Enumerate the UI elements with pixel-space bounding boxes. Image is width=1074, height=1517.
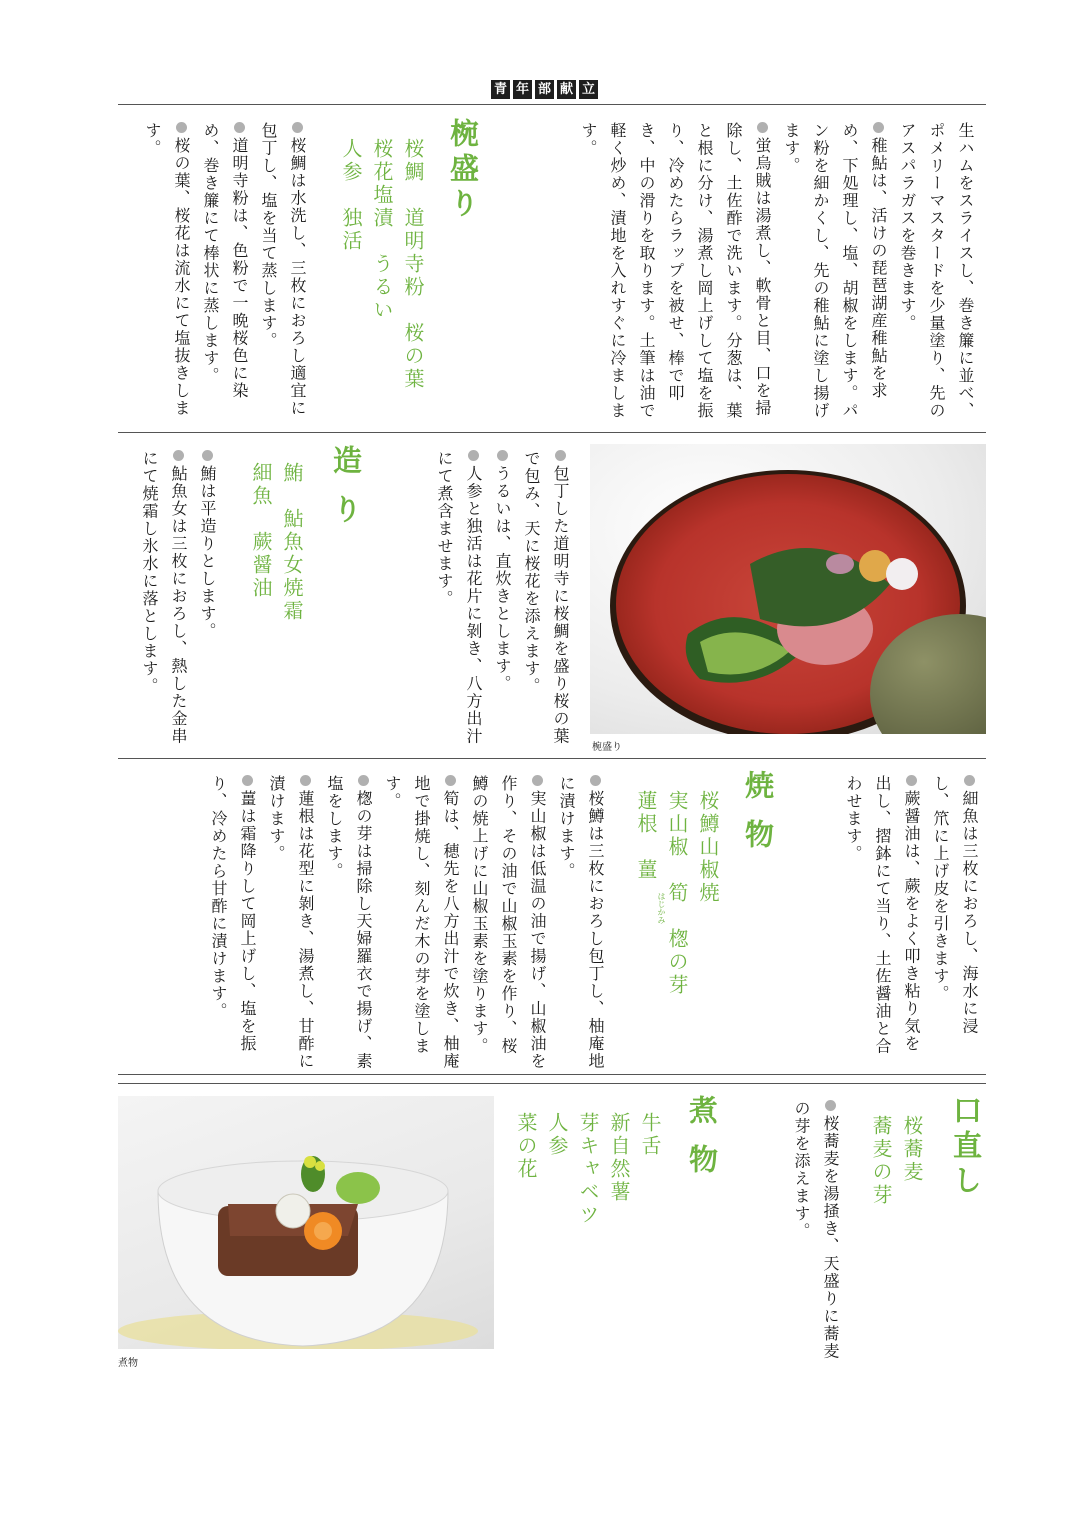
ingredient-line: 人参 (545, 1112, 569, 1158)
procedure-item (517, 450, 575, 750)
bullet-icon (964, 775, 975, 786)
procedure-item (196, 122, 254, 422)
yam-slice (276, 1194, 310, 1228)
procedure-item (430, 450, 488, 750)
ingredients-tsukuri (245, 462, 307, 742)
procedure-text: 道明寺粉は、色粉で一晩桜色に染め、巻き簾にて棒状に蒸します。 (201, 122, 249, 400)
nanohana-bud (315, 1161, 325, 1171)
bullet-icon (468, 450, 479, 461)
brussels-sprout (336, 1172, 380, 1204)
procedure-item (138, 122, 196, 422)
procedure-text: 稚鮎は、活けの琵琶湖産稚鮎を求め、下処理し、塩、胡椒をします。パン粉を細かくし、先の稚鮎に塗し揚げます。 (782, 122, 888, 420)
ingredient-line: 桜鯛 道明寺粉 桜の葉 (401, 138, 425, 391)
procedure-text: 鮎魚女は三枚におろし、熱した金串にて焼霜し氷水に落とします。 (140, 450, 188, 745)
procedure-tsukuri (132, 450, 222, 750)
divider (118, 432, 986, 433)
procedure-wanmori-cont (425, 450, 575, 750)
procedure-text: 薑は霜降りして岡上げし、塩を振り、冷めたら甘酢に漬けます。 (209, 775, 257, 1053)
photo-caption: 煮物 (118, 1358, 138, 1369)
procedure-item (926, 775, 984, 1065)
divider (118, 758, 986, 759)
photo-wanmori (590, 444, 986, 734)
bullet-icon (757, 122, 768, 133)
procedure-text: 桜鯛は水洗し、三枚におろし適宜に包丁し、塩を当て蒸します。 (259, 122, 307, 417)
procedure-text: 鮪は平造りとします。 (198, 465, 217, 640)
ingredient-line: 蓮根 薑 (634, 790, 658, 882)
heading-wanmori: 椀盛り (446, 118, 480, 223)
bullet-icon (292, 122, 303, 133)
procedure-item (320, 775, 378, 1070)
ingredients-nimono (510, 1112, 665, 1312)
procedure-text: 蛍烏賊は湯煮し、軟骨と目、口を掃除し、土佐酢で洗います。分葱は、葉と根に分け、湯煮し岡上げして塩を振り、冷めたらラップを被せ、棒で叩き、中の滑りを取ります。土筆は油で軽く炒め、漬地を入れすぐに冷まします。 (579, 122, 772, 420)
header-char: 青 (491, 80, 510, 99)
divider (118, 1083, 986, 1084)
ingredient-line: 桜花塩漬 うるい (370, 138, 394, 322)
udo-flower (886, 558, 918, 590)
bullet-icon (234, 122, 245, 133)
bowl-illustration (118, 1096, 494, 1349)
carrot-flower (859, 550, 891, 582)
bullet-icon (555, 450, 566, 461)
bullet-icon (497, 450, 508, 461)
carrot-center (314, 1222, 332, 1240)
bullet-icon (825, 1100, 836, 1111)
procedure-text: 桜の葉、桜花は流水にて塩抜きします。 (143, 122, 191, 417)
bullet-icon (532, 775, 543, 786)
ingredients-yakimono (630, 790, 723, 1070)
procedure-wanmori (132, 122, 312, 422)
procedure-text: 桜蕎麦を湯掻き、天盛りに蕎麦の芽を添えます。 (792, 1100, 840, 1360)
procedure-yakimono (150, 775, 610, 1070)
procedure-item (839, 775, 926, 1065)
ruby-hajikami: はじかみ (657, 892, 666, 924)
photo-nimono (118, 1096, 494, 1349)
ingredient-line: 桜蕎麦 (900, 1115, 924, 1184)
bullet-icon (300, 775, 311, 786)
bullet-icon (242, 775, 253, 786)
procedure-text: うるいは、直炊きとします。 (493, 465, 512, 693)
procedure-item (378, 775, 465, 1070)
procedure-text: 細魚は三枚におろし、海水に浸し、笊に上げ皮を引きます。 (931, 775, 979, 1035)
header-char: 立 (579, 80, 598, 99)
heading-kuchinaoshi: 口直し (949, 1095, 983, 1200)
ingredients-kuchinaoshi (865, 1115, 927, 1315)
bullet-icon (202, 450, 213, 461)
procedure-text: 蕨醤油は、蕨をよく叩き粘り気を出し、摺鉢にて当り、土佐醤油と合わせます。 (844, 775, 921, 1055)
bullet-icon (173, 450, 184, 461)
divider (118, 1074, 986, 1075)
ingredient-line: 菜の花 (514, 1112, 538, 1181)
divider (118, 104, 986, 105)
bullet-icon (906, 775, 917, 786)
ingredient-line: 細魚 蕨醤油 (249, 462, 273, 600)
procedure-item (135, 450, 193, 750)
ingredient-line: 牛舌 (638, 1112, 662, 1158)
ingredients-wanmori (335, 138, 428, 418)
heading-tsukuri: 造り (329, 445, 363, 543)
procedure-text: 筍は、穂先を八方出汁で炊き、柚庵地で掛焼し、刻んだ木の芽を塗します。 (383, 775, 460, 1070)
ingredient-line: 実山椒 筍 楤の芽 (665, 790, 689, 997)
procedure-item (777, 122, 893, 422)
procedure-item (262, 775, 320, 1070)
procedure-item (488, 450, 517, 750)
ingredient-line: 人参 独活 (339, 138, 363, 253)
bullet-icon (358, 775, 369, 786)
header-char: 部 (535, 80, 554, 99)
procedure-text: 実山椒は低温の油で揚げ、山椒油を作り、その油で山椒玉素を作り、桜鱒の焼上げに山椒玉素を塗ります。 (470, 775, 547, 1070)
procedure-text: 楤の芽は掃除し天婦羅衣で揚げ、素塩をします。 (325, 775, 373, 1070)
heading-yakimono: 焼物 (741, 770, 775, 868)
procedure-item (254, 122, 312, 422)
procedure-kuchinaoshi (785, 1100, 845, 1360)
bullet-icon (590, 775, 601, 786)
procedure-item (193, 450, 222, 750)
bullet-icon (176, 122, 187, 133)
procedure-item (787, 1100, 845, 1360)
ingredient-line: 芽キャベツ (576, 1112, 600, 1227)
intro-procedure (574, 122, 980, 422)
bowl-illustration (590, 444, 986, 734)
procedure-item (552, 775, 610, 1070)
section-header-tag (491, 80, 598, 99)
ingredient-line: 蕎麦の芽 (869, 1115, 893, 1207)
header-char: 献 (557, 80, 576, 99)
bullet-icon (873, 122, 884, 133)
bullet-icon (445, 775, 456, 786)
ingredient-line: 鮪 鮎魚女焼霜 (280, 462, 304, 623)
procedure-text: 人参と独活は花片に剝き、八方出汁にて煮含ませます。 (435, 450, 483, 745)
header-char: 年 (513, 80, 532, 99)
nanohana-bud (304, 1156, 316, 1168)
procedure-item (204, 775, 262, 1070)
procedure-item: 生ハムをスライスし、巻き簾に並べ、ポメリーマスタードを少量塗り、先のアスパラガスを巻きます。 (898, 122, 975, 420)
ingredient-line: 新自然薯 (607, 1112, 631, 1204)
photo-caption: 椀盛り (592, 742, 622, 753)
procedure-text: 桜鱒は三枚におろし包丁し、柚庵地に漬けます。 (557, 775, 605, 1070)
procedure-item (574, 122, 777, 422)
procedure-tsukuri-cont (824, 775, 984, 1065)
procedure-item (465, 775, 552, 1070)
heading-nimono: 煮物 (685, 1095, 719, 1193)
ingredient-line: 桜鱒山椒焼 (696, 790, 720, 905)
procedure-text: 包丁した道明寺に桜鯛を盛り桜の葉で包み、天に桜花を添えます。 (522, 450, 570, 745)
sakura-flower (826, 554, 854, 574)
procedure-text: 蓮根は花型に剝き、湯煮し、甘酢に漬けます。 (267, 775, 315, 1070)
